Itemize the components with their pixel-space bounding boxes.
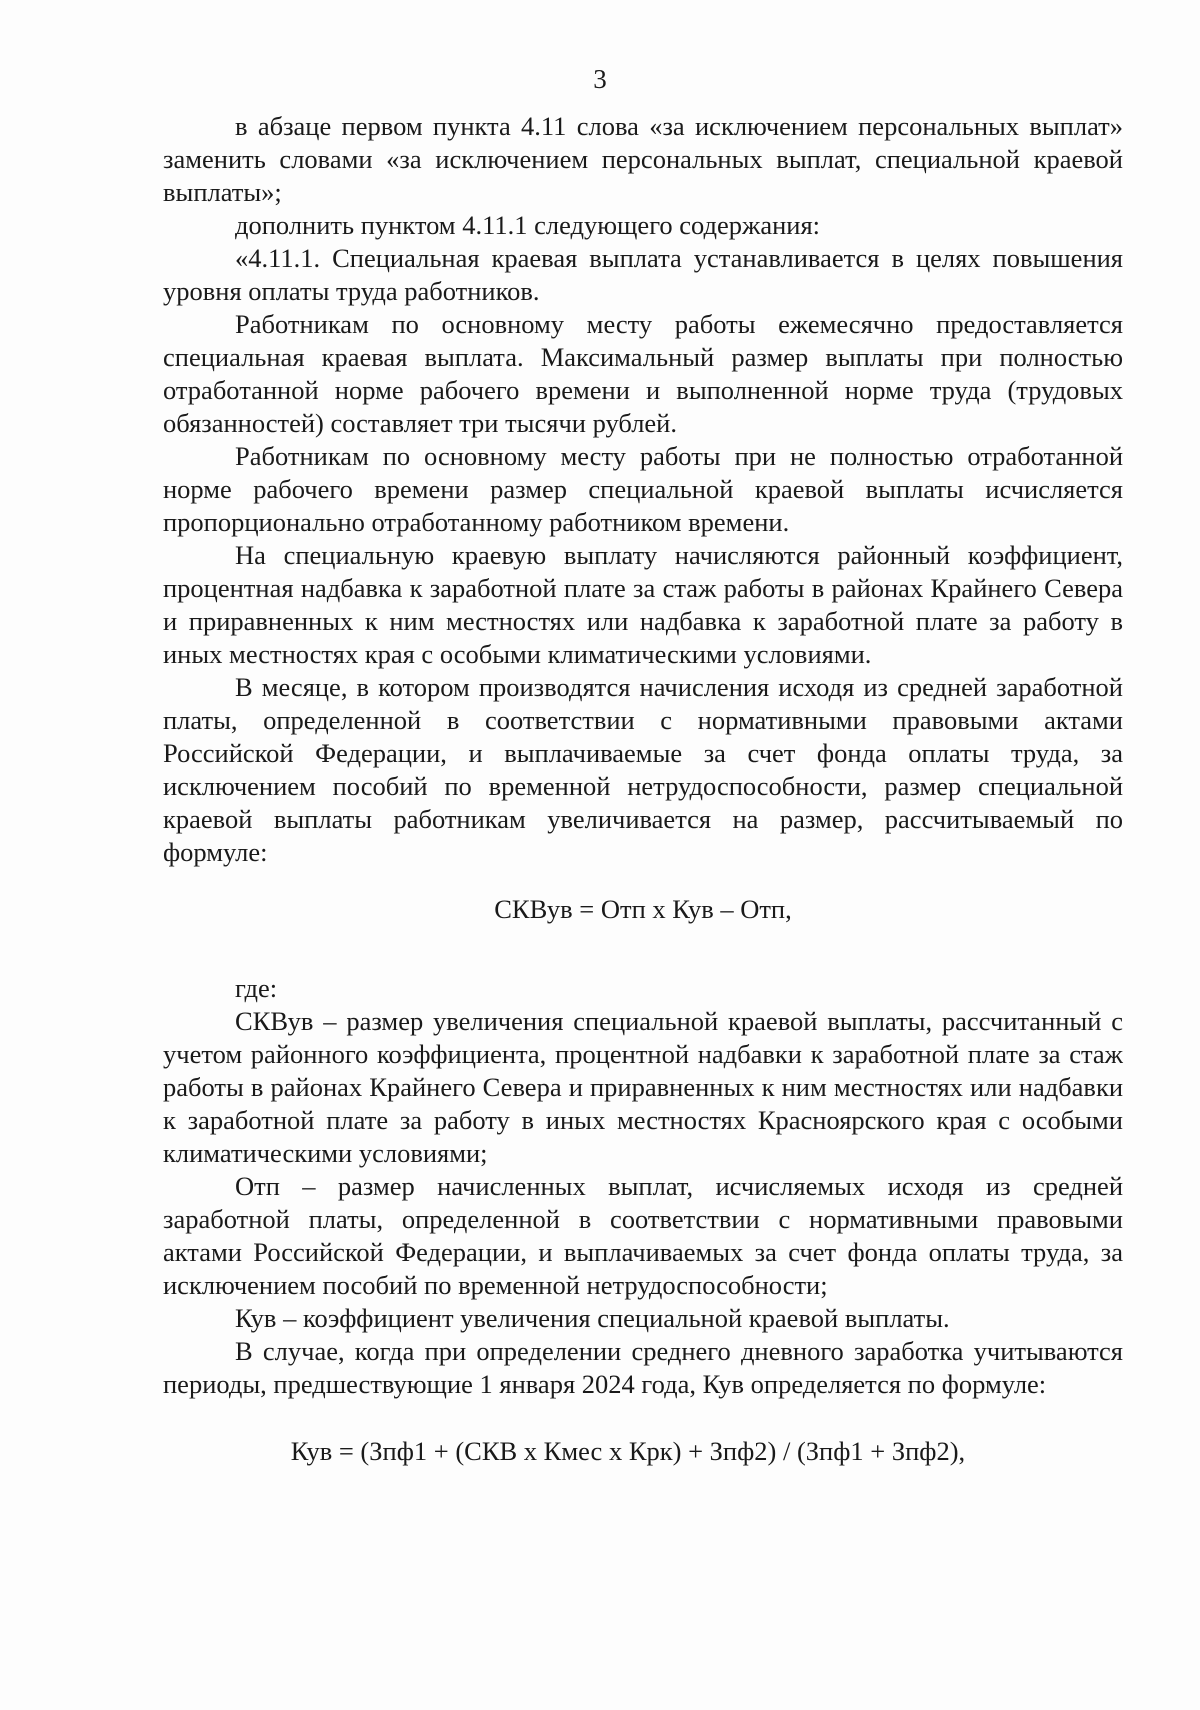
definition-skvuv: СКВув – размер увеличения специальной краевой выплаты, рассчитанный с учетом районного коэффициента, процентной надбавки к заработной плате за стаж работы в районах Крайнего Севера и приравненных к ним местностях или надбавки к заработной плате за работу в иных местностях Красноярского края с особыми климатическими условиями; <box>163 1006 1123 1168</box>
definition-otp: Отп – размер начисленных выплат, исчисляемых исходя из средней заработной платы, определенной в соответствии с нормативными правовыми актами Российской Федерации, и выплачиваемых за счет фонда оплаты труда, за исключением пособий по временной нетрудоспособности; <box>163 1171 1123 1300</box>
paragraph-proportional-payment: Работникам по основному месту работы при не полностью отработанной норме рабочего времени размер специальной краевой выплаты исчисляется пропорционально отработанному работником времени. <box>163 441 1123 537</box>
paragraph-regional-coefficient: На специальную краевую выплату начисляются районный коэффициент, процентная надбавка к заработной плате за стаж работы в районах Крайнего Севера и приравненных к ним местностях или надбавка к заработной плате за работу в иных местностях края с особыми климатическими условиями. <box>163 540 1123 669</box>
formula-skv-increase: СКВув = Отп х Кув – Отп, <box>494 894 792 924</box>
paragraph-where: где: <box>235 973 278 1003</box>
paragraph-add-4-11-1: дополнить пунктом 4.11.1 следующего содержания: <box>235 210 821 240</box>
paragraph-amendment-4-11: в абзаце первом пункта 4.11 слова «за исключением персональных выплат» заменить словами «за исключением персональных выплат, специальной краевой выплаты»; <box>163 111 1123 207</box>
paragraph-average-wage-increase: В месяце, в котором производятся начисления исходя из средней заработной платы, определенной в соответствии с нормативными правовыми актами Российской Федерации, и выплачиваемые за счет фонда оплаты труда, за исключением пособий по временной нетрудоспособности, размер специальной краевой выплаты работникам увеличивается на размер, рассчитываемый по формуле: <box>163 672 1123 867</box>
paragraph-max-payment: Работникам по основному месту работы ежемесячно предоставляется специальная краевая выплата. Максимальный размер выплаты при полностью отработанной норме рабочего времени и выполненной норме труда (трудовых обязанностей) составляет три тысячи рублей. <box>163 309 1123 438</box>
formula-kuv: Кув = (Зпф1 + (СКВ х Кмес х Крк) + Зпф2) / (Зпф1 + Зпф2), <box>290 1436 966 1466</box>
definition-kuv: Кув – коэффициент увеличения специальной краевой выплаты. <box>235 1303 950 1333</box>
paragraph-kuv-case: В случае, когда при определении среднего дневного заработка учитываются периоды, предшествующие 1 января 2024 года, Кув определяется по формуле: <box>163 1336 1123 1399</box>
document-body <box>163 110 1123 1468</box>
paragraph-4-11-1-purpose: «4.11.1. Специальная краевая выплата устанавливается в целях повышения уровня оплаты труда работников. <box>163 243 1123 306</box>
page-number: 3 <box>593 64 607 94</box>
